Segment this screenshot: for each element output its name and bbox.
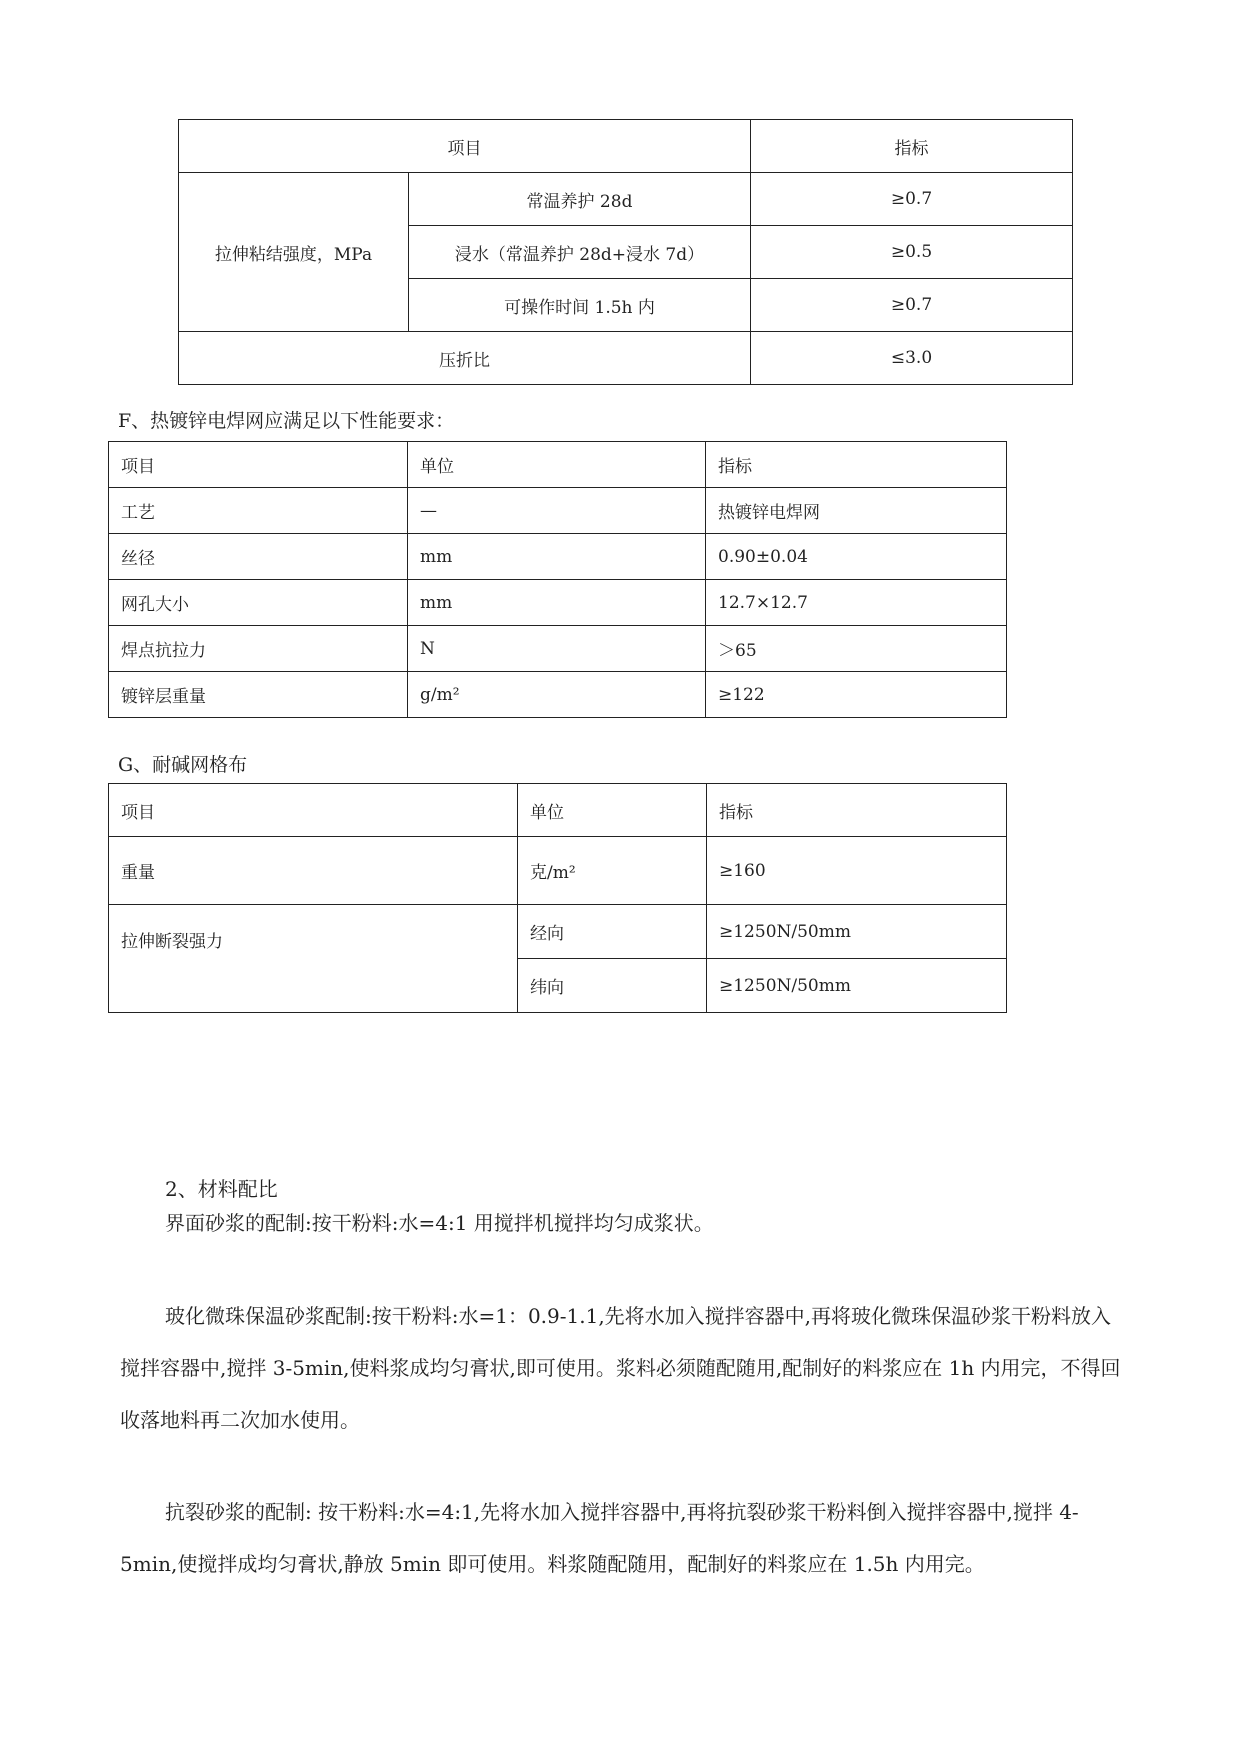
table-row <box>109 784 1007 837</box>
table-cell: 重量 <box>109 837 518 905</box>
table-row <box>109 580 1007 626</box>
header-cell: 项目 <box>109 784 518 837</box>
table-cell: 工艺 <box>109 488 408 534</box>
header-index: 指标 <box>751 120 1073 173</box>
table-row <box>109 488 1007 534</box>
table-cell: ≥160 <box>707 837 1007 905</box>
table-cell: 纬向 <box>518 959 707 1013</box>
value-cell: ≥0.5 <box>751 226 1073 279</box>
table-cell: 12.7×12.7 <box>706 580 1007 626</box>
tensile-label: 拉伸断裂强力 <box>109 905 518 1013</box>
table-row <box>109 626 1007 672</box>
table-cell: 热镀锌电焊网 <box>706 488 1007 534</box>
table-cell: 0.90±0.04 <box>706 534 1007 580</box>
table-cell: g/m² <box>408 672 706 718</box>
welded-mesh-table <box>108 441 1007 718</box>
table-cell: — <box>408 488 706 534</box>
table-cell: 镀锌层重量 <box>109 672 408 718</box>
table-row <box>109 672 1007 718</box>
table-cell: 克/m² <box>518 837 707 905</box>
item-cell: 压折比 <box>179 332 751 385</box>
paragraph-interface-mortar: 界面砂浆的配制:按干粉料:水=4:1 用搅拌机搅拌均匀成浆状。 <box>165 1211 714 1235</box>
table-cell: mm <box>408 534 706 580</box>
table-cell: ≥1250N/50mm <box>707 959 1007 1013</box>
caption-f: F、热镀锌电焊网应满足以下性能要求： <box>118 410 455 432</box>
header-cell: 项目 <box>109 442 408 488</box>
table-row <box>179 120 1073 173</box>
condition-cell: 可操作时间 1.5h 内 <box>409 279 751 332</box>
table-row <box>109 442 1007 488</box>
adhesion-strength-table <box>178 119 1073 385</box>
table-cell: ＞65 <box>706 626 1007 672</box>
table-cell: 经向 <box>518 905 707 959</box>
table-cell: mm <box>408 580 706 626</box>
table-cell: 焊点抗拉力 <box>109 626 408 672</box>
header-cell: 单位 <box>408 442 706 488</box>
table-cell: ≥1250N/50mm <box>707 905 1007 959</box>
paragraph-insulation-mortar: 玻化微珠保温砂浆配制:按干粉料:水=1：0.9-1.1,先将水加入搅拌容器中,再将玻化微珠保温砂浆干粉料放入搅拌容器中,搅拌 3-5min,使料浆成均匀膏状,即可使用。浆料必须随配随用,配制好的料浆应在 1h 内用完，不得回收落地料再二次加水使用。 <box>120 1304 1121 1432</box>
mesh-fabric-table <box>108 783 1007 1013</box>
condition-cell: 常温养护 28d <box>409 173 751 226</box>
table-row <box>179 173 1073 226</box>
table-row <box>179 332 1073 385</box>
paragraph-crack-mortar: 抗裂砂浆的配制: 按干粉料:水=4:1,先将水加入搅拌容器中,再将抗裂砂浆干粉料倒入搅拌容器中,搅拌 4-5min,使搅拌成均匀膏状,静放 5min 即可使用。料浆随配随用，配制好的料浆应在 1.5h 内用完。 <box>120 1500 1079 1576</box>
table-cell: 网孔大小 <box>109 580 408 626</box>
group-label: 拉伸粘结强度，MPa <box>179 173 409 332</box>
value-cell: ≥0.7 <box>751 279 1073 332</box>
value-cell: ≥0.7 <box>751 173 1073 226</box>
table-row <box>109 837 1007 905</box>
table-cell: ≥122 <box>706 672 1007 718</box>
header-item: 项目 <box>179 120 751 173</box>
table-row <box>109 534 1007 580</box>
table-row <box>109 905 1007 959</box>
header-cell: 指标 <box>707 784 1007 837</box>
table-cell: 丝径 <box>109 534 408 580</box>
header-cell: 指标 <box>706 442 1007 488</box>
caption-g: G、耐碱网格布 <box>118 754 248 776</box>
table-cell: N <box>408 626 706 672</box>
value-cell: ≤3.0 <box>751 332 1073 385</box>
section-heading: 2、材料配比 <box>165 1177 278 1201</box>
condition-cell: 浸水（常温养护 28d+浸水 7d） <box>409 226 751 279</box>
header-cell: 单位 <box>518 784 707 837</box>
